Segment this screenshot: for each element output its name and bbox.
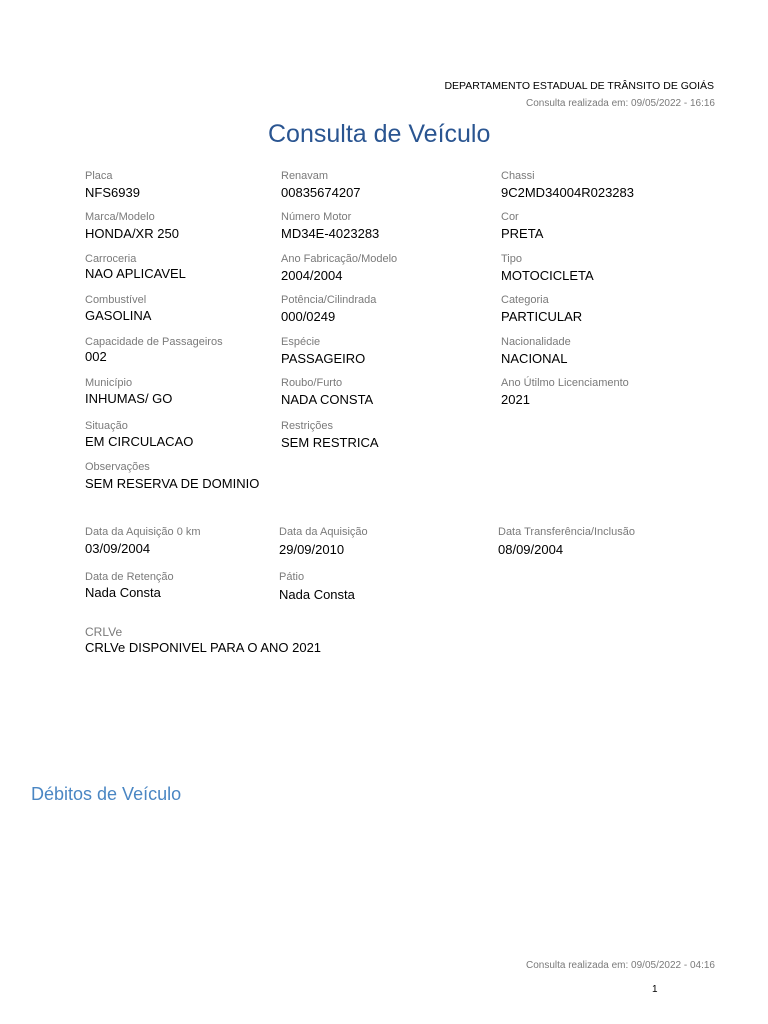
categoria-value: PARTICULAR bbox=[501, 309, 583, 324]
observacoes-label: Observações bbox=[85, 461, 150, 473]
crlve-label: CRLVe bbox=[85, 625, 123, 639]
potencia-label: Potência/Cilindrada bbox=[281, 294, 377, 306]
restricoes-label: Restrições bbox=[281, 420, 333, 432]
patio-label: Pátio bbox=[279, 571, 305, 583]
renavam-value: 00835674207 bbox=[281, 185, 361, 200]
tipo-label: Tipo bbox=[501, 253, 522, 265]
tipo-value: MOTOCICLETA bbox=[501, 268, 594, 283]
organization-name: DEPARTAMENTO ESTADUAL DE TRÂNSITO DE GOIÁS bbox=[444, 80, 714, 92]
capacidade-value: 002 bbox=[85, 349, 107, 364]
aquisicao-value: 29/09/2010 bbox=[279, 542, 345, 557]
ano-fabricacao-value: 2004/2004 bbox=[281, 268, 343, 283]
marca-modelo-label: Marca/Modelo bbox=[85, 211, 155, 223]
marca-modelo-value: HONDA/XR 250 bbox=[85, 226, 179, 241]
cor-value: PRETA bbox=[501, 226, 544, 241]
numero-motor-value: MD34E-4023283 bbox=[281, 226, 380, 241]
municipio-label: Município bbox=[85, 377, 133, 389]
query-timestamp: Consulta realizada em: 09/05/2022 - 16:16 bbox=[525, 98, 715, 109]
patio-value: Nada Consta bbox=[279, 587, 355, 602]
categoria-label: Categoria bbox=[501, 294, 549, 306]
observacoes-value: SEM RESERVA DE DOMINIO bbox=[85, 476, 260, 491]
page-title: Consulta de Veículo bbox=[268, 120, 491, 148]
potencia-value: 000/0249 bbox=[281, 309, 336, 324]
renavam-label: Renavam bbox=[281, 170, 329, 182]
municipio-value: INHUMAS/ GO bbox=[85, 391, 173, 406]
especie-label: Espécie bbox=[281, 336, 321, 348]
retencao-value: Nada Consta bbox=[85, 585, 161, 600]
situacao-value: EM CIRCULACAO bbox=[85, 434, 194, 449]
crlve-value: CRLVe DISPONIVEL PARA O ANO 2021 bbox=[85, 640, 322, 655]
carroceria-value: NAO APLICAVEL bbox=[85, 266, 186, 281]
capacidade-label: Capacidade de Passageiros bbox=[85, 336, 223, 348]
carroceria-label: Carroceria bbox=[85, 253, 137, 265]
placa-label: Placa bbox=[85, 170, 113, 182]
aquisicao-label: Data da Aquisição bbox=[279, 526, 368, 538]
cor-label: Cor bbox=[501, 211, 519, 223]
aquisicao-0km-value: 03/09/2004 bbox=[85, 541, 151, 556]
footer-timestamp: Consulta realizada em: 09/05/2022 - 04:16 bbox=[525, 960, 715, 971]
page-number: 1 bbox=[652, 984, 658, 995]
nacionalidade-label: Nacionalidade bbox=[501, 336, 571, 348]
nacionalidade-value: NACIONAL bbox=[501, 351, 568, 366]
numero-motor-label: Número Motor bbox=[281, 211, 352, 223]
ano-licenciamento-label: Ano Útilmo Licenciamento bbox=[501, 377, 629, 389]
situacao-label: Situação bbox=[85, 420, 128, 432]
aquisicao-0km-label: Data da Aquisição 0 km bbox=[85, 526, 201, 538]
placa-value: NFS6939 bbox=[85, 185, 140, 200]
transferencia-label: Data Transferência/Inclusão bbox=[498, 526, 635, 538]
roubo-furto-value: NADA CONSTA bbox=[281, 392, 374, 407]
chassi-value: 9C2MD34004R023283 bbox=[501, 185, 634, 200]
restricoes-value: SEM RESTRICA bbox=[281, 435, 379, 450]
debitos-section-title: Débitos de Veículo bbox=[31, 784, 182, 804]
combustivel-value: GASOLINA bbox=[85, 308, 152, 323]
transferencia-value: 08/09/2004 bbox=[498, 542, 564, 557]
chassi-label: Chassi bbox=[501, 170, 535, 182]
retencao-label: Data de Retenção bbox=[85, 571, 174, 583]
ano-fabricacao-label: Ano Fabricação/Modelo bbox=[281, 253, 398, 265]
combustivel-label: Combustível bbox=[85, 294, 147, 306]
especie-value: PASSAGEIRO bbox=[281, 351, 366, 366]
roubo-furto-label: Roubo/Furto bbox=[281, 377, 343, 389]
ano-licenciamento-value: 2021 bbox=[501, 392, 530, 407]
